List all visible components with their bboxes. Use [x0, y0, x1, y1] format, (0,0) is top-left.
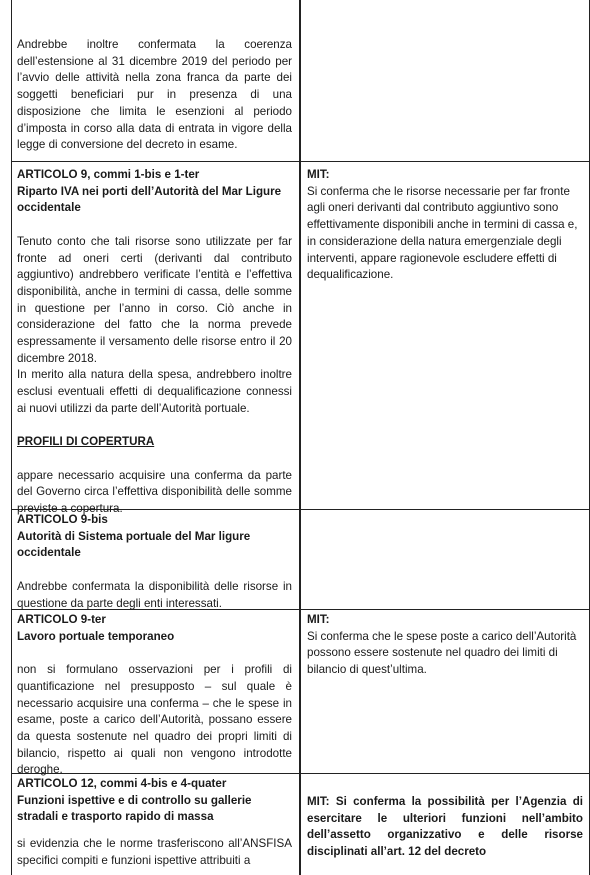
right-cell — [307, 612, 583, 679]
paragraph: Andrebbe inoltre confermata la coerenza dell’estensione al 31 dicembre 2019 del periodo per l’avvio delle attività nella zona franca da parte dei soggetti beneficiari pur in presenza di una disposizione che limita le esenzioni al periodo d’imposta in corso alla data di entrata in vigore della legge di conversione del decreto in esame. — [17, 38, 292, 152]
table-row-articolo-9-bis — [12, 510, 589, 610]
article-heading: ARTICOLO 9-bis — [17, 513, 108, 526]
left-cell — [17, 512, 292, 612]
article-heading: ARTICOLO 9, commi 1-bis e 1-ter — [17, 168, 200, 181]
article-heading: ARTICOLO 12, commi 4-bis e 4-quater — [17, 777, 227, 790]
response-heading: MIT: — [307, 613, 330, 626]
article-subheading: Riparto IVA nei porti dell’Autorità del Mar Ligure occidentale — [17, 184, 282, 215]
left-cell — [17, 167, 292, 518]
article-subheading: Lavoro portuale temporaneo — [17, 629, 175, 643]
section-heading-profili-copertura: PROFILI DI COPERTURA — [17, 435, 155, 449]
table-row-articolo-9 — [12, 162, 589, 516]
assessment-table — [11, 0, 590, 875]
table-row-continuation — [12, 0, 589, 162]
paragraph: si evidenzia che le norme trasferiscono all’ANSFISA specifici compiti e funzioni ispettive attribuiti a — [17, 837, 292, 867]
response-heading: MIT: — [307, 168, 330, 181]
table-row-articolo-12 — [12, 774, 589, 875]
response-text: MIT: Si conferma la possibilità per l’Agenzia di esercitare le ulteriori funzioni nell’ambito dell’assetto organizzativo e delle risorse disciplinati all’art. 12 del decreto — [307, 795, 583, 859]
article-subheading: Funzioni ispettive e di controllo su gallerie stradali e trasporto rapido di massa — [17, 793, 252, 824]
column-divider — [299, 162, 301, 509]
left-cell — [17, 612, 292, 779]
response-text: Si conferma che le spese poste a carico dell’Autorità possono essere sostenute nel quadro dei limiti di bilancio di quest’ultima. — [307, 629, 577, 677]
column-divider — [299, 0, 301, 161]
column-divider — [299, 510, 301, 609]
left-cell — [17, 776, 292, 870]
response-text: Si conferma che le risorse necessarie per far fronte agli oneri derivanti dal contributo aggiuntivo sono effettivamente disponibili anche in termini di cassa e, in considerazione della natura emergenziale degli interventi, appare ragionevole escludere effetti di dequalificazione. — [307, 184, 578, 282]
right-cell — [307, 167, 583, 284]
table-row-articolo-9-ter — [12, 610, 589, 777]
left-cell — [17, 37, 292, 154]
paragraph: Andrebbe confermata la disponibilità delle risorse in questione da parte degli enti interessati. — [17, 579, 292, 610]
column-divider — [299, 610, 301, 773]
paragraph: Tenuto conto che tali risorse sono utilizzate per far fronte ad oneri certi (derivanti dal contributo aggiuntivo) andrebbero verificate l’entità e l’effettiva disponibilità, anche in termini di cassa, delle somme in questione per l’anno in corso. Ciò anche in considerazione del fatto che la norma prevede espressamente il versamento delle risorse entro il 20 dicembre 2018. — [17, 234, 292, 365]
article-heading: ARTICOLO 9-ter — [17, 613, 106, 626]
paragraph: appare necessario acquisire una conferma da parte del Governo circa l’effettiva disponibilità delle somme previste a copertura. — [17, 468, 292, 516]
right-cell — [307, 794, 583, 861]
column-divider — [299, 774, 301, 875]
paragraph: In merito alla natura della spesa, andrebbero inoltre esclusi eventuali effetti di dequalificazione connessi ai nuovi utilizzi da parte dell’Autorità portuale. — [17, 368, 292, 415]
paragraph: non si formulano osservazioni per i profili di quantificazione nel presupposto – sul quale è necessario acquisire una conferma – che le spese in esame, poste a carico dell’Autorità, possano essere da questa sostenute nel quadro dei propri limiti di bilancio, rispetto ai quali non vengono introdotte deroghe. — [17, 663, 292, 777]
article-subheading: Autorità di Sistema portuale del Mar ligure occidentale — [17, 529, 251, 560]
